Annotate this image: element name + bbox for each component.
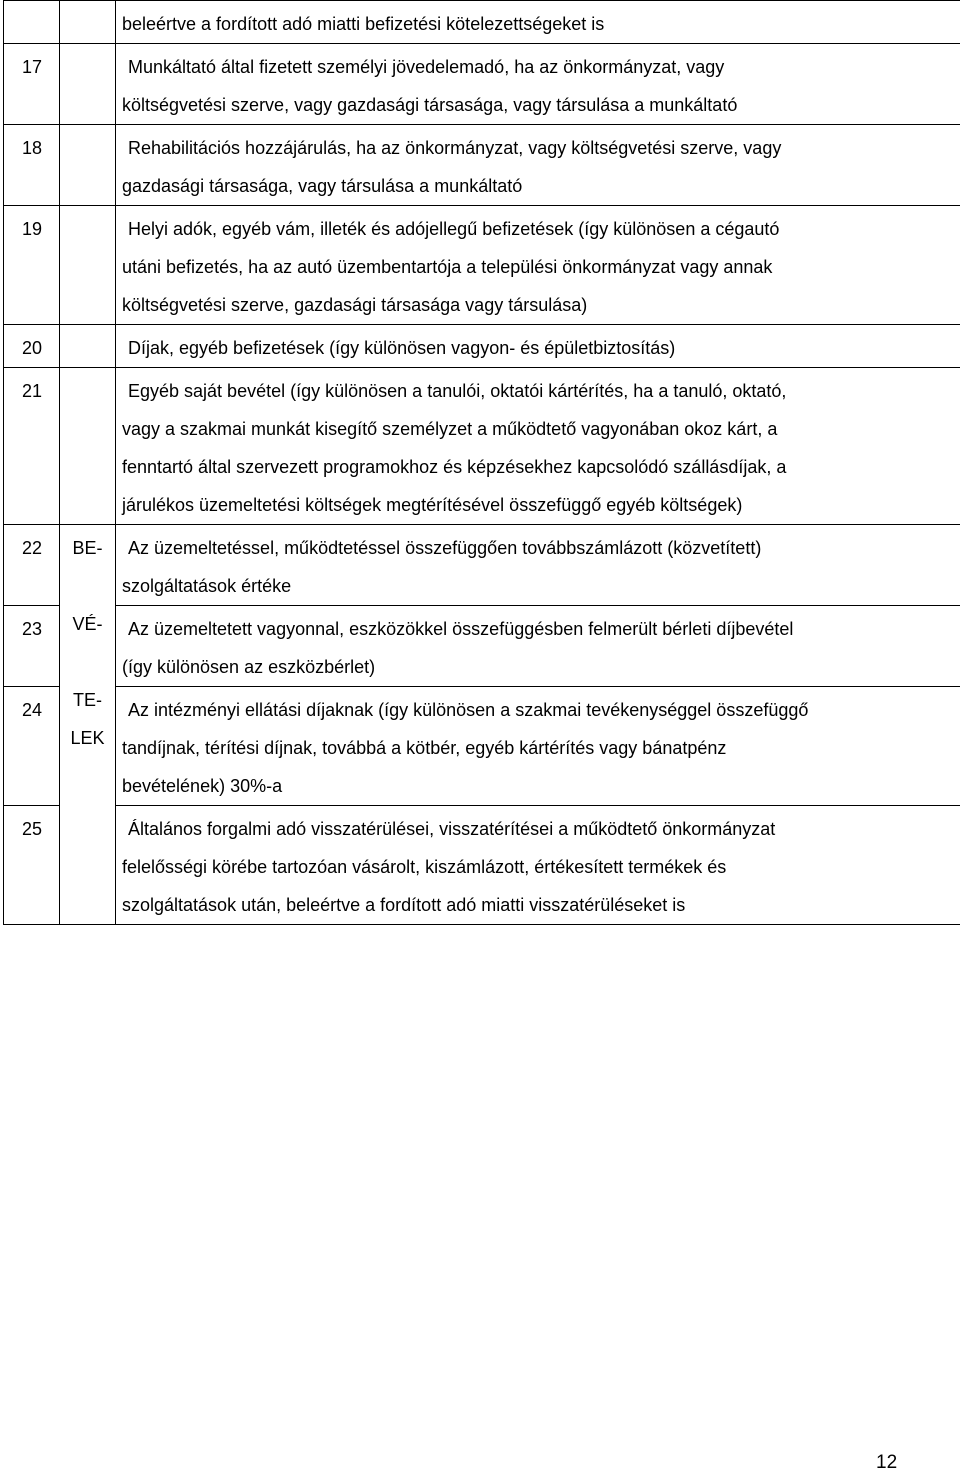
row-number: 25 xyxy=(4,806,60,925)
table-row xyxy=(4,206,960,325)
description-line: beleértve a fordított adó miatti befizetési kötelezettségeket is xyxy=(122,14,605,34)
spacer xyxy=(60,567,115,605)
description-line: járulékos üzemeltetési költségek megtérítésével összefüggő egyéb költségek) xyxy=(122,495,743,515)
table-row xyxy=(4,325,960,368)
description-line: Rehabilitációs hozzájárulás, ha az önkormányzat, vagy költségvetési szerve, vagy xyxy=(128,138,782,158)
category-label-line: BE- xyxy=(72,538,103,558)
item-description xyxy=(116,525,960,606)
table-row xyxy=(4,125,960,206)
row-number: 24 xyxy=(4,687,60,806)
page-number: 12 xyxy=(876,1452,898,1473)
description-line: fenntartó által szervezett programokhoz és képzésekhez kapcsolódó szállásdíjak, a xyxy=(122,457,787,477)
description-line: szolgáltatások után, beleértve a fordított adó miatti visszatérüléseket is xyxy=(122,895,686,915)
row-number: 18 xyxy=(4,125,60,206)
description-line: Általános forgalmi adó visszatérülései, visszatérítései a működtető önkormányzat xyxy=(128,819,776,839)
table-row xyxy=(4,525,960,606)
description-line: költségvetési szerve, vagy gazdasági társasága, vagy társulása a munkáltató xyxy=(122,95,738,115)
description-line: (így különösen az eszközbérlet) xyxy=(122,657,376,677)
category-cell xyxy=(60,125,116,206)
table-row xyxy=(4,687,960,806)
table-row xyxy=(4,44,960,125)
description-line: költségvetési szerve, gazdasági társasága vagy társulása) xyxy=(122,295,588,315)
description-line: Díjak, egyéb befizetések (így különösen vagyon- és épületbiztosítás) xyxy=(128,338,676,358)
category-cell xyxy=(60,325,116,368)
category-cell xyxy=(60,44,116,125)
table-row xyxy=(4,806,960,925)
table-row xyxy=(4,606,960,687)
row-number: 21 xyxy=(4,368,60,525)
description-line: tandíjnak, térítési díjnak, továbbá a kötbér, egyéb kártérítés vagy bánatpénz xyxy=(122,738,727,758)
row-number: 17 xyxy=(4,44,60,125)
description-line: utáni befizetés, ha az autó üzembentartója a települési önkormányzat vagy annak xyxy=(122,257,773,277)
category-label xyxy=(60,525,116,925)
item-description xyxy=(116,368,960,525)
category-label-line: TE- xyxy=(73,690,102,710)
row-number: 20 xyxy=(4,325,60,368)
item-description xyxy=(116,44,960,125)
table-row xyxy=(4,368,960,525)
description-line: szolgáltatások értéke xyxy=(122,576,292,596)
item-description xyxy=(116,206,960,325)
description-line: Az intézményi ellátási díjaknak (így különösen a szakmai tevékenységgel összefüggő xyxy=(128,700,809,720)
row-number xyxy=(4,1,60,44)
description-line: gazdasági társasága, vagy társulása a munkáltató xyxy=(122,176,523,196)
description-line: felelősségi körébe tartozóan vásárolt, kiszámlázott, értékesített termékek és xyxy=(122,857,727,877)
category-label-line: LEK xyxy=(70,728,105,748)
item-description xyxy=(116,125,960,206)
spacer xyxy=(60,643,115,681)
item-description xyxy=(116,606,960,687)
table-row xyxy=(4,1,960,44)
category-label-line: VÉ- xyxy=(72,614,103,634)
category-cell xyxy=(60,1,116,44)
description-line: Helyi adók, egyéb vám, illeték és adójellegű befizetések (így különösen a cégautó xyxy=(128,219,780,239)
row-number: 23 xyxy=(4,606,60,687)
item-description xyxy=(116,1,960,44)
description-line: Az üzemeltetett vagyonnal, eszközökkel összefüggésben felmerült bérleti díjbevétel xyxy=(128,619,794,639)
item-description xyxy=(116,806,960,925)
item-description xyxy=(116,687,960,806)
description-line: Munkáltató által fizetett személyi jövedelemadó, ha az önkormányzat, vagy xyxy=(128,57,725,77)
description-line: vagy a szakmai munkát kisegítő személyzet a működtető vagyonában okoz kárt, a xyxy=(122,419,778,439)
description-line: Egyéb saját bevétel (így különösen a tanulói, oktatói kártérítés, ha a tanuló, oktató, xyxy=(128,381,787,401)
revenue-items-table xyxy=(3,0,960,925)
row-number: 19 xyxy=(4,206,60,325)
category-cell xyxy=(60,206,116,325)
category-cell xyxy=(60,368,116,525)
description-line: bevételének) 30%-a xyxy=(122,776,283,796)
row-number: 22 xyxy=(4,525,60,606)
description-line: Az üzemeltetéssel, működtetéssel összefüggően továbbszámlázott (közvetített) xyxy=(128,538,762,558)
item-description xyxy=(116,325,960,368)
